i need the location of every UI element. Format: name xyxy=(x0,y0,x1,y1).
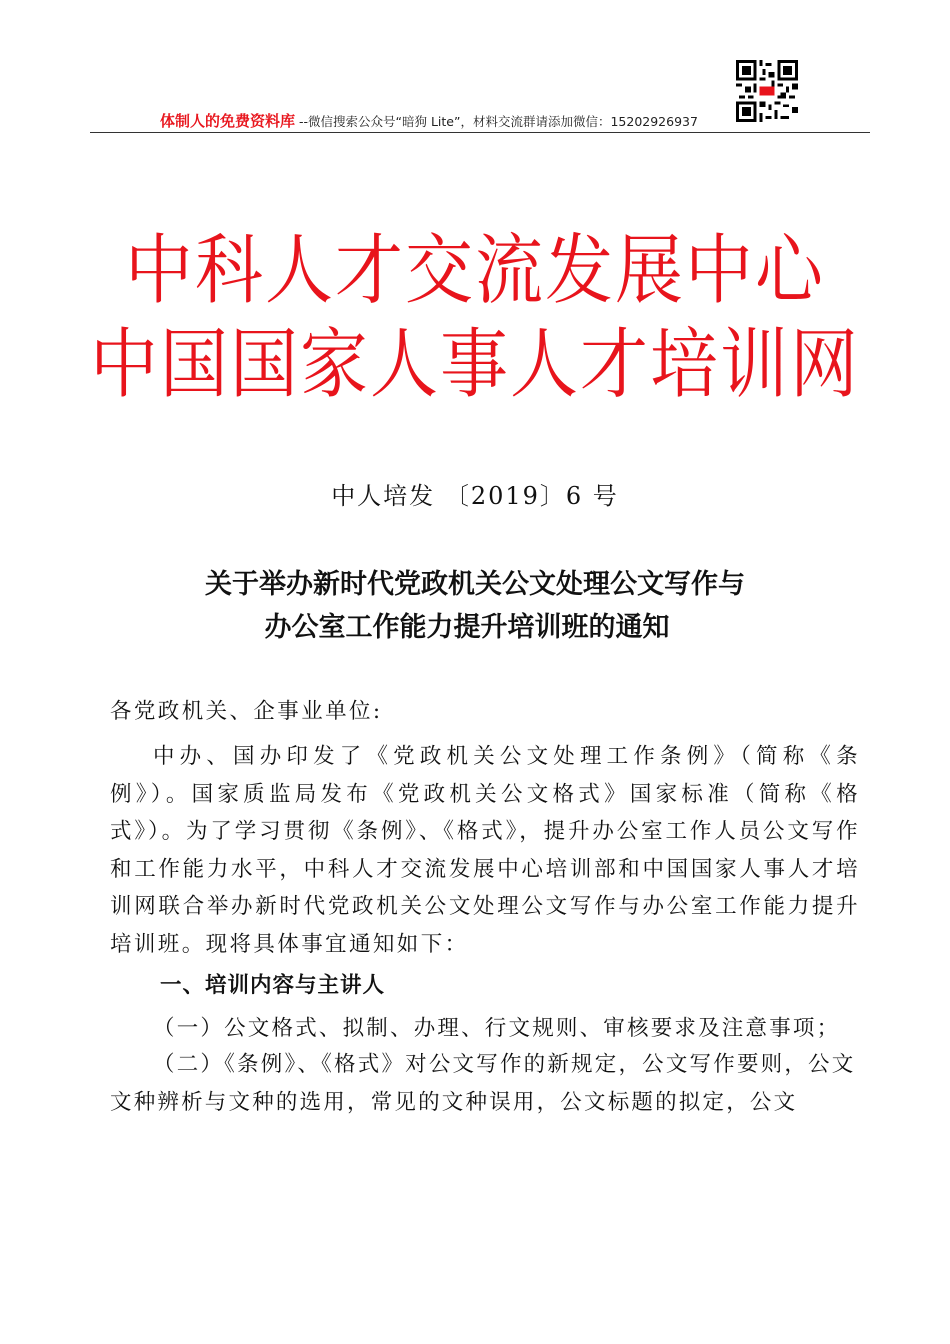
header-divider xyxy=(90,132,870,133)
notice-title-line1: 关于举办新时代党政机关公文处理公文写作与 xyxy=(205,569,745,600)
intro-paragraph xyxy=(110,738,860,963)
banner-brand: 体制人的免费资料库 xyxy=(160,112,296,130)
qr-code-icon xyxy=(736,60,798,122)
intro-paragraph-text: 中办、国办印发了《党政机关公文处理工作条例》（简称《条例》）。国家质监局发布《党政机关公文格式》国家标准（简称《格式》）。为了学习贯彻《条例》、《格式》，提升办公室工作人员公文写作和工作能力水平，中科人才交流发展中心培训部和中国国家人事人才培训网联合举办新时代党政机关公文处理公文写作与办公室工作能力提升培训班。现将具体事宜通知如下： xyxy=(110,744,860,957)
org-title-line1: 中科人才交流发展中心 xyxy=(124,227,825,316)
salutation: 各党政机关、企事业单位: xyxy=(110,699,383,724)
org-title-line2: 中国国家人事人才培训网 xyxy=(89,321,860,410)
notice-title-line2: 办公室工作能力提升培训班的通知 xyxy=(264,612,670,643)
section-item-2: （二）《条例》、《格式》对公文写作的新规定，公文写作要则，公文文种辨析与文种的选用，常见的文种误用，公文标题的拟定，公文 xyxy=(110,1052,856,1115)
section-item-1: （一）公文格式、拟制、办理、行文规则、审核要求及注意事项； xyxy=(153,1016,841,1041)
document-number: 中人培发 〔2019〕6 号 xyxy=(331,482,619,510)
section-heading: 一、培训内容与主讲人 xyxy=(160,973,386,998)
banner-text: --微信搜索公众号“暗狗 Lite”，材料交流群请添加微信：15202926937 xyxy=(295,114,698,129)
header-banner xyxy=(160,110,760,132)
